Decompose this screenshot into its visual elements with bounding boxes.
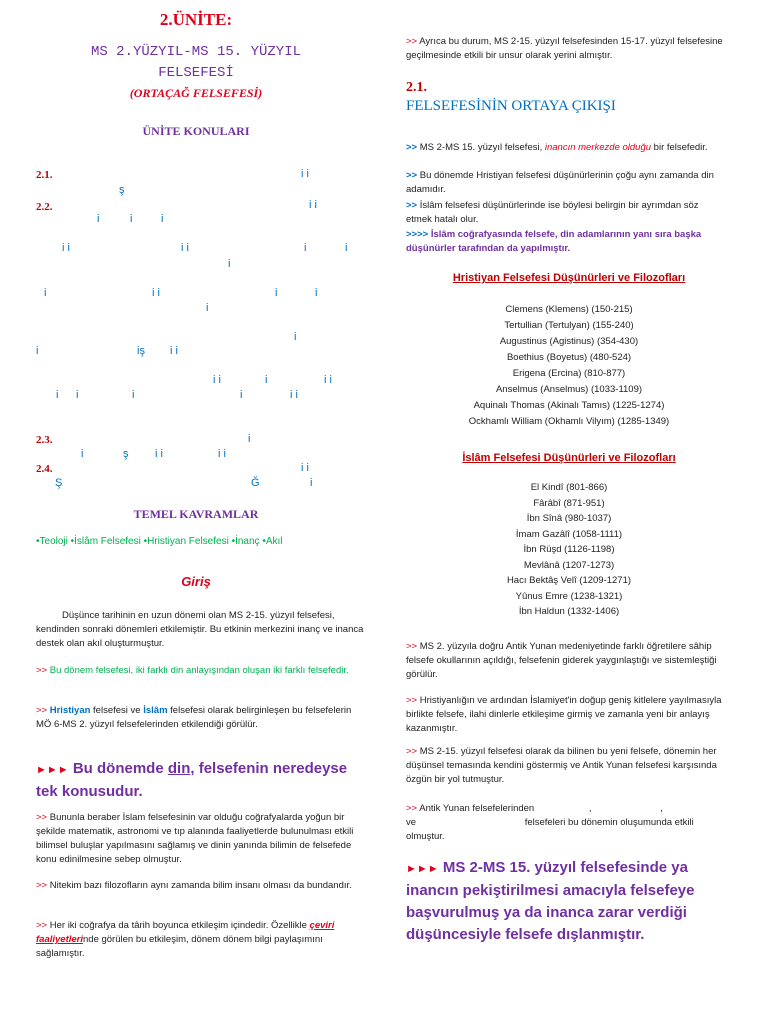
toc-fragment: i bbox=[81, 448, 84, 460]
right-top-text: Ayrıca bu durum, MS 2-15. yüzyıl felsefesinden 15-17. yüzyıl felsefesine geçilmesinde etkili bir unsur olarak yerini almıştır. bbox=[406, 36, 723, 61]
concept-item: •İnanç bbox=[231, 536, 260, 547]
toc-fragment: i bbox=[206, 302, 209, 314]
intro-p6-text: nde görülen bu etkileşim, dönem dönem bilgi paylaşımını sağlamıştır. bbox=[36, 934, 323, 959]
toc-fragment: i bbox=[228, 258, 231, 270]
section-number: 2.1. bbox=[406, 80, 427, 95]
unit-title-line1: MS 2.YÜZYIL-MS 15. YÜZYIL bbox=[90, 44, 302, 60]
list-item: Hacı Bektâş Velî (1209-1271) bbox=[506, 575, 632, 586]
list-item: Fârâbî (871-951) bbox=[533, 497, 605, 509]
list-item: İbn Sînâ (980-1037) bbox=[526, 513, 612, 524]
right-paragraph-c bbox=[406, 745, 728, 787]
intro-heading: Giriş bbox=[181, 574, 211, 589]
toc-fragment: i bbox=[345, 242, 348, 254]
bullet-text: İslâm felsefesi düşünürlerinde ise böylesi belirgin bir ayrımdan söz etmek hatalı olur. bbox=[406, 200, 699, 225]
bullet-text: İslâm coğrafyasında felsefe, din adamlarının yanı sıra başka düşünürler tarafından da yapılmıştır. bbox=[406, 229, 702, 254]
bullet-4 bbox=[406, 228, 726, 256]
intro-paragraph-2-text: Bu dönem felsefesi, iki farklı din anlayışından oluşan iki farklı felsefedir. bbox=[49, 665, 349, 676]
concept-item: •Teoloji bbox=[36, 536, 68, 547]
intro-p4-text: Bununla beraber İslam felsefesinin var olduğu coğrafyalarda yoğun bir şekilde matematik, astronomi ve tıp alanında faaliyetlerde bulunulması etkili bilimsel buluşlar yapılmasını sağlamış ve dinin yanında bilimin de felsefede konu edinilmesine sebep olmuştur. bbox=[36, 812, 354, 865]
unit-title: 2.ÜNİTE: bbox=[159, 10, 233, 29]
intro-p3-text: felsefesi olarak belirginleşen bu felsefelerin MÖ 6-MS 2. yüzyıl felsefelerinden etkilendiği görülür. bbox=[36, 705, 352, 730]
highlight-text: Bu dönemde bbox=[72, 760, 164, 777]
intro-paragraph-2 bbox=[36, 664, 366, 678]
toc-fragment: i bbox=[56, 389, 59, 401]
toc-fragment: i i bbox=[152, 287, 160, 299]
right-paragraph-d bbox=[406, 802, 728, 844]
right-text: , bbox=[588, 803, 592, 814]
toc-fragment: i bbox=[130, 213, 133, 225]
right-text: , bbox=[660, 803, 663, 814]
toc-number-2-1: 2.1. bbox=[36, 169, 53, 181]
list-item: Yûnus Emre (1238-1321) bbox=[515, 590, 623, 602]
arrow-marker: >> bbox=[36, 705, 48, 716]
arrow-marker: >> bbox=[406, 803, 418, 814]
right-paragraph-top bbox=[406, 35, 726, 63]
concepts-heading: TEMEL KAVRAMLAR bbox=[133, 507, 259, 521]
toc-fragment: i i bbox=[213, 374, 221, 386]
list-item: İmam Gazâlî (1058-1111) bbox=[515, 528, 623, 540]
arrow-marker: >> bbox=[36, 880, 48, 891]
list-item: İbn Rüşd (1126-1198) bbox=[523, 544, 615, 555]
arrow-marker: >> bbox=[36, 812, 48, 823]
islam-heading: İslâm Felsefesi Düşünürleri ve Filozofları bbox=[462, 452, 676, 464]
bullet-text: Bu dönemde Hristiyan felsefesi düşünürlerinin çoğu aynı zamanda din adamıdır. bbox=[406, 170, 714, 195]
toc-fragment: i i bbox=[324, 374, 332, 386]
arrow-marker: >>>> bbox=[406, 229, 429, 240]
toc-fragment: i bbox=[132, 389, 135, 401]
toc-fragment: i i bbox=[62, 242, 70, 254]
toc-number-2-2: 2.2. bbox=[36, 201, 53, 213]
right-text: Antik Yunan felsefelerinden bbox=[419, 803, 535, 814]
list-item: Aquinalı Thomas (Akinalı Tamıs) (1225-1274) bbox=[473, 400, 665, 411]
toc-fragment: i i bbox=[290, 389, 298, 401]
islam-term: İslâm bbox=[143, 705, 168, 716]
right-d-line1 bbox=[406, 802, 728, 816]
concept-item: •Hristiyan Felsefesi bbox=[143, 536, 229, 547]
list-item: Mevlânâ (1207-1273) bbox=[523, 559, 615, 571]
intro-p5-text: Nitekim bazı filozofların aynı zamanda bilim insanı olması da bundandır. bbox=[49, 880, 352, 891]
highlight-text: MS 2-MS 15. yüzyıl felsefesinde ya inancın pekiştirilmesi amacıyla felsefeye başvurulmuş ya da inanca zarar verdiği düşüncesiyle felsefe dışlanmıştır. bbox=[406, 859, 695, 943]
toc-fragment: Ş bbox=[55, 477, 63, 489]
intro-p3-text: felsefesi ve bbox=[93, 705, 141, 716]
triple-arrow: ►►► bbox=[406, 863, 439, 875]
unit-title-line2: FELSEFESİ bbox=[158, 65, 234, 81]
christian-list bbox=[404, 302, 734, 430]
list-item: Augustinus (Agistinus) (354-430) bbox=[499, 336, 639, 347]
bullet-text: MS 2-MS 15. yüzyıl felsefesi, bbox=[419, 142, 543, 153]
ceviri-term: çeviri faaliyetleri bbox=[36, 920, 335, 945]
list-item: El Kindî (801-866) bbox=[530, 482, 608, 493]
arrow-marker: >> bbox=[406, 641, 418, 652]
bullet-2 bbox=[406, 169, 726, 197]
christian-heading: Hristiyan Felsefesi Düşünürleri ve Filozofları bbox=[452, 272, 686, 284]
toc-fragment: i bbox=[304, 242, 307, 254]
right-text: MS 2-15. yüzyıl felsefesi olarak da bilinen bu yeni felsefe, dönemin her düşünsel temasında kendini göstermiş ve Antik Yunan felsefesi karşısında özgün bir yol tutmuştur. bbox=[406, 746, 717, 785]
toc-fragment: i bbox=[265, 374, 268, 386]
right-text: ve bbox=[406, 817, 417, 828]
right-paragraph-b bbox=[406, 694, 728, 736]
right-text: felsefeleri bu dönemin oluşumunda etkili olmuştur. bbox=[406, 817, 694, 842]
bullet-text: bir felsefedir. bbox=[653, 142, 708, 153]
right-d-line2 bbox=[406, 816, 728, 844]
triple-arrow: ►►► bbox=[36, 764, 69, 776]
hristiyan-term: Hristiyan bbox=[49, 705, 91, 716]
intro-p6-text: Her iki coğrafya da târih boyunca etkileşim içindedir. Özellikle bbox=[49, 920, 307, 931]
toc-fragment: i i bbox=[309, 199, 317, 211]
toc-fragment: ş bbox=[123, 448, 129, 460]
concepts-list bbox=[36, 536, 283, 547]
intro-paragraph-3 bbox=[36, 704, 366, 732]
toc-fragment: i i bbox=[301, 168, 309, 180]
concept-item: •Akıl bbox=[262, 536, 283, 547]
toc-heading: ÜNİTE KONULARI bbox=[142, 124, 250, 138]
toc-fragment: i bbox=[248, 433, 251, 445]
bullet-1 bbox=[406, 141, 726, 155]
list-item: İbn Haldun (1332-1406) bbox=[518, 606, 620, 617]
list-item: Ockhamlı William (Okhamlı Vilyım) (1285-1349) bbox=[468, 416, 670, 427]
intro-paragraph-1: Düşünce tarihinin en uzun dönemi olan MS 2-15. yüzyıl felsefesi, kendinden sonraki dönemleri etkilemiştir. Bu etkinin merkezini inanç ve inanca destek olan akıl oluşturmuştur. bbox=[36, 610, 364, 649]
toc-fragment: i i bbox=[170, 345, 178, 357]
toc-number-2-3: 2.3. bbox=[36, 434, 53, 446]
intro-paragraph-4 bbox=[36, 811, 366, 867]
toc-fragment: i bbox=[161, 213, 164, 225]
islam-list bbox=[404, 480, 734, 620]
toc-fragment: iş bbox=[137, 345, 145, 357]
intro-paragraph-5 bbox=[36, 879, 366, 893]
right-text: Hristiyanlığın ve ardından İslamiyet'in doğup geniş kitlelere yayılmasıyla birlikte felsefe, ilahi dinlerle etkileşime girmiş ve zamanla yeni bir anlayış kazanmıştır. bbox=[406, 695, 722, 734]
right-text: MS 2. yüzyıla doğru Antik Yunan medeniyetinde farklı öğretilere sâhip felsefe okullarının açıldığı, felsefenin giderek yaygınlaştığı ve sistemleştiği görülür. bbox=[406, 641, 717, 680]
toc-fragment: i bbox=[315, 287, 318, 299]
toc-fragment: i bbox=[294, 331, 297, 343]
list-item: Tertullian (Tertulyan) (155-240) bbox=[504, 320, 634, 331]
toc-number-2-4: 2.4. bbox=[36, 463, 53, 475]
toc-fragment: i i bbox=[155, 448, 163, 460]
highlight-text: , felsefenin neredeyse tek konusudur. bbox=[36, 760, 348, 800]
list-item: Boethius (Boyetus) (480-524) bbox=[506, 352, 632, 363]
arrow-marker: >> bbox=[406, 142, 418, 153]
arrow-marker: >> bbox=[406, 170, 418, 181]
bullet-3 bbox=[406, 199, 726, 227]
inanc-merkez-term: inancın merkezde olduğu bbox=[544, 142, 652, 153]
toc-fragment: i bbox=[44, 287, 47, 299]
arrow-marker: >> bbox=[406, 746, 418, 757]
arrow-marker: >> bbox=[36, 920, 48, 931]
toc-fragment: i bbox=[275, 287, 278, 299]
toc-fragment: i bbox=[240, 389, 243, 401]
toc-fragment: i i bbox=[181, 242, 189, 254]
toc-fragment: i bbox=[76, 389, 79, 401]
arrow-marker: >> bbox=[406, 200, 418, 211]
arrow-marker: >> bbox=[406, 695, 418, 706]
section-title: FELSEFESİNİN ORTAYA ÇIKIŞI bbox=[406, 98, 616, 114]
toc-fragment: Ğ bbox=[251, 477, 260, 489]
toc-fragment: i i bbox=[301, 462, 309, 474]
intro-paragraph-6 bbox=[36, 919, 366, 961]
toc-fragment: i i bbox=[218, 448, 226, 460]
right-highlight bbox=[406, 857, 726, 946]
list-item: Erigena (Ercina) (810-877) bbox=[512, 368, 626, 379]
toc-fragment: ş bbox=[119, 184, 125, 196]
unit-subtitle: (ORTAÇAĞ FELSEFESİ) bbox=[129, 86, 263, 100]
arrow-marker: >> bbox=[406, 36, 418, 47]
highlight-din: din bbox=[167, 760, 191, 777]
concept-item: •İslâm Felsefesi bbox=[70, 536, 141, 547]
toc-fragment: i bbox=[36, 345, 39, 357]
list-item: Anselmus (Anselmus) (1033-1109) bbox=[495, 384, 643, 395]
intro-highlight bbox=[36, 758, 366, 803]
right-paragraph-a bbox=[406, 640, 728, 682]
toc-fragment: i bbox=[310, 477, 313, 489]
list-item: Clemens (Klemens) (150-215) bbox=[505, 304, 633, 315]
arrow-marker: >> bbox=[36, 665, 48, 676]
toc-fragment: i bbox=[97, 213, 100, 225]
